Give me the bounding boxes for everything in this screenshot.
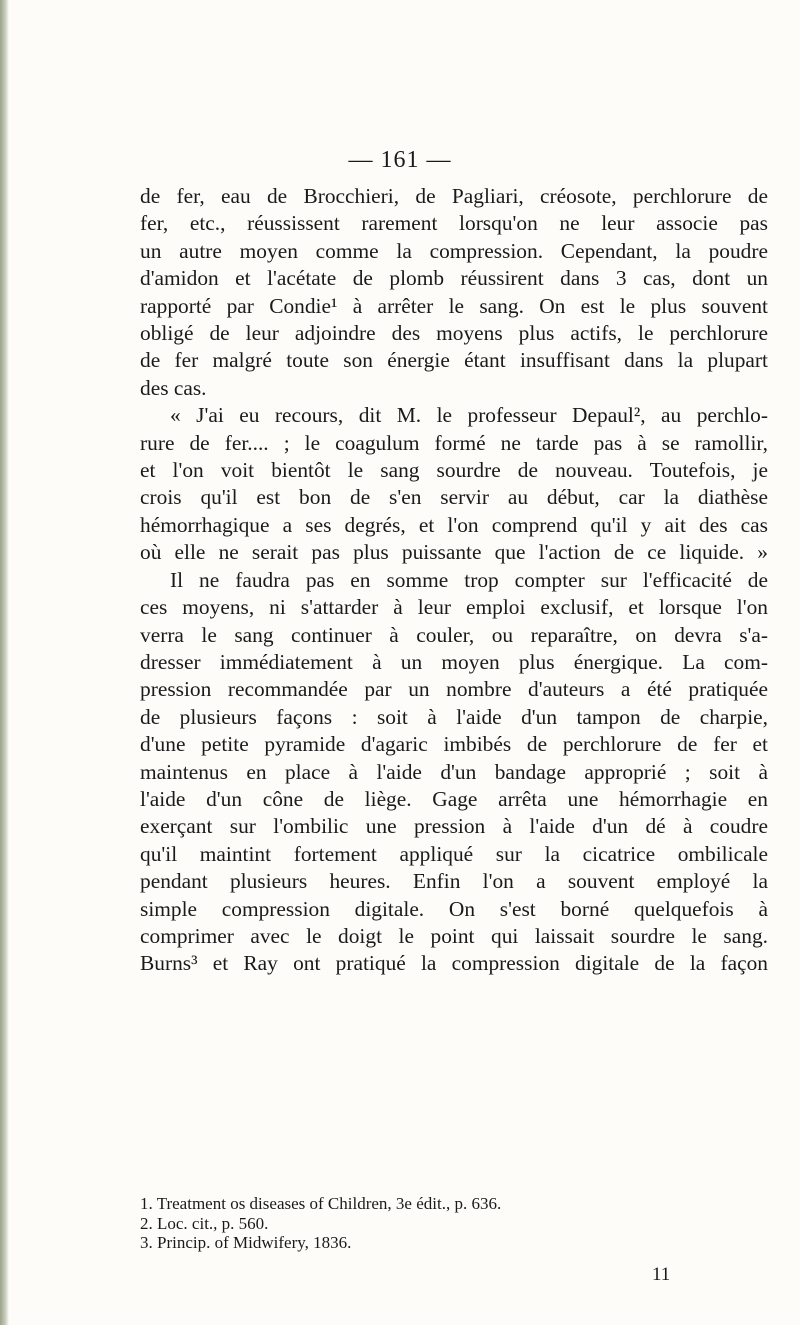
text-line: où elle ne serait pas plus puissante que l'action de ce liquide. »: [140, 540, 768, 565]
text-line: « J'ai eu recours, dit M. le professeur Depaul², au perchlo-: [170, 403, 768, 428]
text-line: verra le sang continuer à couler, ou reparaître, on devra s'a-: [140, 622, 768, 647]
text-line: pression recommandée par un nombre d'auteurs a été pratiquée: [140, 677, 768, 702]
footnotes: [140, 1194, 768, 1253]
text-line: dresser immédiatement à un moyen plus énergique. La com-: [140, 649, 768, 674]
text-line: obligé de leur adjoindre des moyens plus actifs, le perchlorure: [140, 321, 768, 346]
text-line: de plusieurs façons : soit à l'aide d'un tampon de charpie,: [140, 704, 768, 729]
page-number-header: — 161 —: [348, 147, 452, 173]
text-line: exerçant sur l'ombilic une pression à l'aide d'un dé à coudre: [140, 814, 768, 839]
text-line: rure de fer.... ; le coagulum formé ne tarde pas à se ramollir,: [140, 430, 768, 455]
text-line: l'aide d'un cône de liège. Gage arrêta une hémorrhagie en: [140, 786, 768, 811]
text-line: maintenus en place à l'aide d'un bandage approprié ; soit à: [140, 759, 768, 784]
footnote: 1. Treatment os diseases of Children, 3e édit., p. 636.: [140, 1194, 502, 1213]
signature-mark: 11: [652, 1264, 671, 1285]
text-line: Il ne faudra pas en somme trop compter sur l'efficacité de: [170, 567, 768, 592]
text-line: simple compression digitale. On s'est borné quelquefois à: [140, 896, 768, 921]
text-line: de fer, eau de Brocchieri, de Pagliari, créosote, perchlorure de: [140, 184, 768, 208]
text-line: ces moyens, ni s'attarder à leur emploi exclusif, et lorsque l'on: [140, 595, 768, 620]
text-line: crois qu'il est bon de s'en servir au début, car la diathèse: [140, 485, 768, 510]
footnote: 3. Princip. of Midwifery, 1836.: [140, 1233, 352, 1252]
text-line: et l'on voit bientôt le sang sourdre de nouveau. Toutefois, je: [140, 458, 768, 483]
text-line: d'une petite pyramide d'agaric imbibés de perchlorure de fer et: [140, 732, 768, 757]
text-line: un autre moyen comme la compression. Cependant, la poudre: [140, 238, 768, 263]
footnote: 2. Loc. cit., p. 560.: [140, 1213, 269, 1233]
text-line: de fer malgré toute son énergie étant insuffisant dans la plupart: [140, 348, 768, 373]
body-text: [140, 183, 768, 978]
text-line: fer, etc., réussissent rarement lorsqu'on ne leur associe pas: [140, 211, 768, 236]
text-line: qu'il maintint fortement appliqué sur la cicatrice ombilicale: [140, 841, 768, 866]
text-line: des cas.: [140, 375, 207, 400]
page-edge: [0, 0, 9, 1325]
text-line: pendant plusieurs heures. Enfin l'on a souvent employé la: [140, 869, 768, 894]
text-line: rapporté par Condie¹ à arrêter le sang. On est le plus souvent: [140, 293, 768, 318]
text-line: hémorrhagique a ses degrés, et l'on comprend qu'il y ait des cas: [140, 512, 768, 537]
text-line: d'amidon et l'acétate de plomb réussirent dans 3 cas, dont un: [140, 266, 768, 291]
text-line: comprimer avec le doigt le point qui laissait sourdre le sang.: [140, 923, 768, 948]
text-line: Burns³ et Ray ont pratiqué la compression digitale de la façon: [140, 951, 768, 976]
